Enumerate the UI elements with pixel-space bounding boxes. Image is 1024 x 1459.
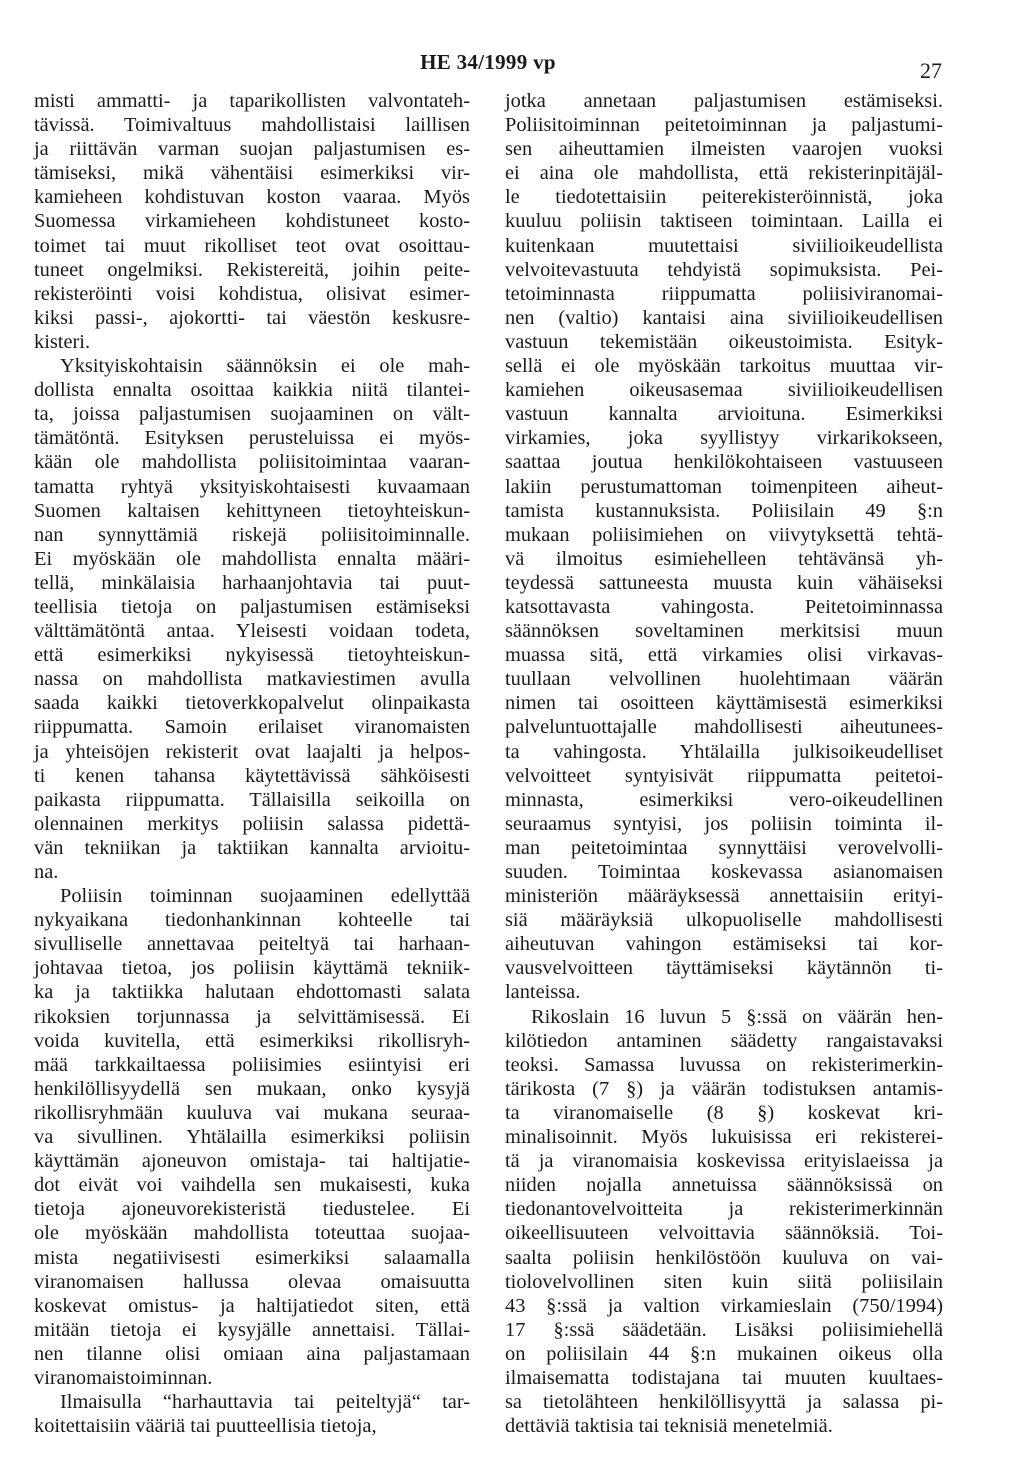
text-line: ta vahingosta. Yhtälailla julkisoikeudelliset <box>505 740 943 763</box>
text-line: ka ja taktiikka halutaan ehdottomasti salata <box>34 981 470 1004</box>
text-line: rikollisryhmään kuuluva vai mukana seuraa- <box>34 1101 470 1124</box>
text-line: nassa on mahdollista matkaviestimen avulla <box>34 668 470 691</box>
text-line: paikasta riippumatta. Tällaisilla seikoilla on <box>34 788 470 811</box>
text-line: säännöksen soveltaminen merkitsisi muun <box>505 620 943 643</box>
text-line: nen tilanne olisi omiaan aina paljastamaan <box>34 1342 470 1365</box>
text-line: tä ja viranomaisia koskevissa erityislaeissa ja <box>505 1150 943 1173</box>
right-column <box>505 89 943 1438</box>
text-line: vän tekniikan ja taktiikan kannalta arvioitu- <box>34 836 470 859</box>
text-line: minnasta, esimerkiksi vero-oikeudellinen <box>505 788 943 811</box>
text-line: va sivullinen. Yhtälailla esimerkiksi poliisin <box>34 1126 470 1149</box>
text-line: voida kuvitella, että esimerkiksi rikollisryh- <box>34 1029 470 1052</box>
text-line: kisteri. <box>34 330 91 353</box>
text-line: nan synnyttämiä riskejä poliisitoiminnalle. <box>34 523 470 546</box>
text-line: saattaa joutua henkilökohtaiseen vastuuseen <box>505 451 943 474</box>
text-line: teellisia tietoja on paljastumisen estämiseksi <box>34 595 470 618</box>
text-line: kilötiedon antaminen säädetty rangaistavaksi <box>505 1029 943 1052</box>
text-line: vastuun tekemistään oikeustoimista. Esityk- <box>505 330 943 353</box>
text-line: muassa sitä, että virkamies olisi virkavas- <box>505 644 943 667</box>
text-line: rekisteröinti voisi kohdistua, olisivat esimer- <box>34 282 470 305</box>
text-line: nykyaikana tiedonhankinnan kohteelle tai <box>34 909 470 932</box>
text-line: tärikosta (7 §) ja väärän todistuksen antamis- <box>505 1077 943 1100</box>
text-line: ta viranomaiselle (8 §) koskevat kri- <box>505 1101 943 1124</box>
text-line: 43 §:ssä ja valtion virkamieslain (750/1994) <box>505 1294 943 1317</box>
text-line: lakiin perustumattoman toimenpiteen aiheut- <box>505 475 943 498</box>
text-line: ministeriön määräyksessä annettaisiin erityi- <box>505 885 943 908</box>
text-line: mää tarkkailtaessa poliisimies esiintyisi eri <box>34 1053 470 1076</box>
text-line: kamiehen oikeusasemaa siviilioikeudellisen <box>505 379 943 402</box>
text-line: Yksityiskohtaisin säännöksin ei ole mah- <box>60 355 470 378</box>
text-line: ole myöskään mahdollista toteuttaa suojaa- <box>34 1222 470 1245</box>
text-line: ilmaisematta todistajana tai muuten kuultaes- <box>505 1366 943 1389</box>
text-line: riippumatta. Samoin erilaiset viranomaisten <box>34 716 470 739</box>
text-line: tämiseksi, mikä vähentäisi esimerkiksi vir- <box>34 162 470 185</box>
text-line: Poliisin toiminnan suojaaminen edellyttää <box>60 885 470 908</box>
text-line: tellä, minkälaisia harhaanjohtavia tai puut- <box>34 571 470 594</box>
text-line: le tiedotettaisiin peiterekisteröinnistä, joka <box>505 186 943 209</box>
text-line: olennainen merkitys poliisin salassa pidettä- <box>34 812 470 835</box>
text-line: dettäviä taktisia tai teknisiä menetelmiä. <box>505 1415 833 1438</box>
text-line: dollista ennalta osoittaa kaikkia niitä tilantei- <box>34 379 470 402</box>
text-line: on poliisilain 44 §:n mukainen oikeus olla <box>505 1342 943 1365</box>
text-line: että esimerkiksi nykyisessä tietoyhteiskun- <box>34 644 470 667</box>
text-line: tiolovelvollinen siten kuin siitä poliisilain <box>505 1270 943 1293</box>
paragraph <box>34 1390 470 1438</box>
text-line: koitettaisiin vääriä tai puutteellisia tietoja, <box>34 1415 377 1438</box>
text-line: tetoiminnasta riippumatta poliisiviranomai- <box>505 282 943 305</box>
text-line: sa tietolähteen henkilöllisyyttä ja salassa pi- <box>505 1391 943 1414</box>
text-line: ei aina ole mahdollista, että rekisterinpitäjäl- <box>505 162 943 185</box>
text-line: sellä ei ole myöskään tarkoitus muuttaa vir- <box>505 355 943 378</box>
paragraph <box>34 89 470 354</box>
text-line: tamatta ryhtyä yksityiskohtaisesti kuvaamaan <box>34 475 470 498</box>
text-line: 17 §:ssä säädetään. Lisäksi poliisimiehellä <box>505 1318 943 1341</box>
text-line: tiedonantovelvoitteita ja rekisterimerkinnän <box>505 1198 943 1221</box>
text-line: mista negatiivisesti esimerkiksi salaamalla <box>34 1246 470 1269</box>
text-line: seuraamus syntyisi, jos poliisin toiminta il- <box>505 812 943 835</box>
text-line: sivulliselle annettavaa peiteltyä tai harhaan- <box>34 933 470 956</box>
text-line: koskevat omistus- ja haltijatiedot siten, että <box>34 1294 470 1317</box>
text-line: mitään tietoja ei kysyjälle annettaisi. Tällai- <box>34 1318 470 1341</box>
text-line: ti kenen tahansa käytettävissä sähköisesti <box>34 764 470 787</box>
text-line: lanteissa. <box>505 981 581 1004</box>
text-line: rikoksien torjunnassa ja selvittämisessä. Ei <box>34 1005 470 1028</box>
text-line: Suomessa virkamieheen kohdistuneet kosto- <box>34 210 470 233</box>
text-line: Ei myöskään ole mahdollista ennalta määri- <box>34 547 470 570</box>
text-line: na. <box>34 861 59 883</box>
text-line: välttämätöntä antaa. Yleisesti voidaan todeta, <box>34 620 470 643</box>
text-line: viranomaistoiminnan. <box>34 1366 213 1389</box>
text-line: virkamies, joka syyllistyy virkarikokseen, <box>505 427 943 450</box>
text-line: jotka annetaan paljastumisen estämiseksi. <box>505 90 943 112</box>
text-line: vausvelvoitteen täyttämiseksi käytännön ti- <box>505 957 943 980</box>
text-line: saalta poliisin henkilöstöön kuuluva on vai- <box>505 1246 943 1269</box>
text-line: teoksi. Samassa luvussa on rekisterimerkin- <box>505 1053 943 1076</box>
text-line: Rikoslain 16 luvun 5 §:ssä on väärän hen- <box>531 1005 943 1028</box>
left-column <box>34 89 470 1438</box>
text-line: niiden nojalla annetuissa säännöksissä on <box>505 1174 943 1197</box>
text-line: ja riittävän varman suojan paljastumisen es- <box>34 138 470 161</box>
text-line: kuitenkaan muutettaisi siviilioikeudellista <box>505 234 943 257</box>
text-line: tämätöntä. Esityksen perusteluissa ei myös- <box>34 427 470 450</box>
text-line: mukaan poliisimiehen on viivytyksettä tehtä- <box>505 523 943 546</box>
paragraph <box>505 1005 943 1439</box>
text-line: ta, joissa paljastumisen suojaaminen on vält- <box>34 403 470 426</box>
text-line: nimen tai osoitteen käyttämisestä esimerkiksi <box>505 692 943 715</box>
text-line: dot eivät voi vaihdella sen mukaisesti, kuka <box>34 1174 470 1197</box>
text-line: vastuun kannalta arvioituna. Esimerkiksi <box>505 403 943 426</box>
running-header: HE 34/1999 vp <box>420 50 556 74</box>
paragraph <box>34 884 470 1390</box>
text-line: toimet tai muut rikolliset teot ovat osoittau- <box>34 234 470 257</box>
text-line: tuneet ongelmiksi. Rekistereitä, joihin peite- <box>34 258 470 281</box>
text-line: velvoitteet syntyisivät riippumatta peitetoi- <box>505 764 943 787</box>
text-line: suuden. Toimintaa koskevassa asianomaisen <box>505 861 943 883</box>
text-line: kamieheen kohdistuvan koston vaaraa. Myös <box>34 186 470 209</box>
text-line: velvoitevastuuta tehdyistä sopimuksista. Pei- <box>505 258 943 281</box>
text-line: kuuluu poliisin taktiseen toimintaan. Lailla ei <box>505 210 943 233</box>
text-line: käyttämän ajoneuvon omistaja- tai haltijatie- <box>34 1150 470 1173</box>
text-line: kiksi passi-, ajokortti- tai väestön keskusre- <box>34 306 470 329</box>
text-line: man peitetoimintaa synnyttäisi verovelvolli- <box>505 836 943 859</box>
text-line: misti ammatti- ja taparikollisten valvontateh- <box>34 90 470 112</box>
text-line: johtavaa tietoa, jos poliisin käyttämä tekniik- <box>34 957 470 980</box>
paragraph <box>505 89 943 1005</box>
text-line: saada kaikki tietoverkkopalvelut olinpaikasta <box>34 692 470 715</box>
text-line: Poliisitoiminnan peitetoiminnan ja paljastumi- <box>505 114 943 137</box>
page-number: 27 <box>920 58 942 83</box>
text-line: Suomen kaltaisen kehittyneen tietoyhteiskun- <box>34 499 470 522</box>
text-line: kään ole mahdollista poliisitoimintaa vaaran- <box>34 451 470 474</box>
text-line: oikeellisuuteen velvoittavia säännöksiä. Toi- <box>505 1222 943 1245</box>
text-line: katsottavasta vahingosta. Peitetoiminnassa <box>505 595 943 618</box>
text-line: sen aiheuttamien ilmeisten vaarojen vuoksi <box>505 138 943 161</box>
text-line: tietoja ajoneuvorekisteristä tiedustelee. Ei <box>34 1198 470 1221</box>
text-line: vä ilmoitus esimiehelleen tehtävänsä yh- <box>505 547 943 570</box>
text-line: aiheutuvan vahingon estämiseksi tai kor- <box>505 933 943 956</box>
text-line: viranomaisen hallussa olevaa omaisuutta <box>34 1270 470 1293</box>
text-line: palveluntuottajalle mahdollisesti aiheutunees- <box>505 716 943 739</box>
text-line: minalisoinnit. Myös lukuisissa eri rekisterei- <box>505 1126 943 1149</box>
text-line: siä määräyksiä ulkopuoliselle mahdollisesti <box>505 909 943 932</box>
text-line: teydessä sattuneesta muusta kuin vähäiseksi <box>505 571 943 594</box>
text-line: tuullaan velvollinen huolehtimaan väärän <box>505 668 943 691</box>
text-line: ja yhteisöjen rekisterit ovat laajalti ja helpos- <box>34 740 470 763</box>
text-line: tamista kustannuksista. Poliisilain 49 §:n <box>505 499 943 522</box>
text-line: tävissä. Toimivaltuus mahdollistaisi laillisen <box>34 114 470 137</box>
text-line: Ilmaisulla “harhauttavia tai peiteltyjä“ tar- <box>60 1391 470 1414</box>
text-line: nen (valtio) kantaisi aina siviilioikeudellisen <box>505 306 943 329</box>
paragraph <box>34 354 470 884</box>
text-line: henkilöllisyydellä sen mukaan, onko kysyjä <box>34 1077 470 1100</box>
